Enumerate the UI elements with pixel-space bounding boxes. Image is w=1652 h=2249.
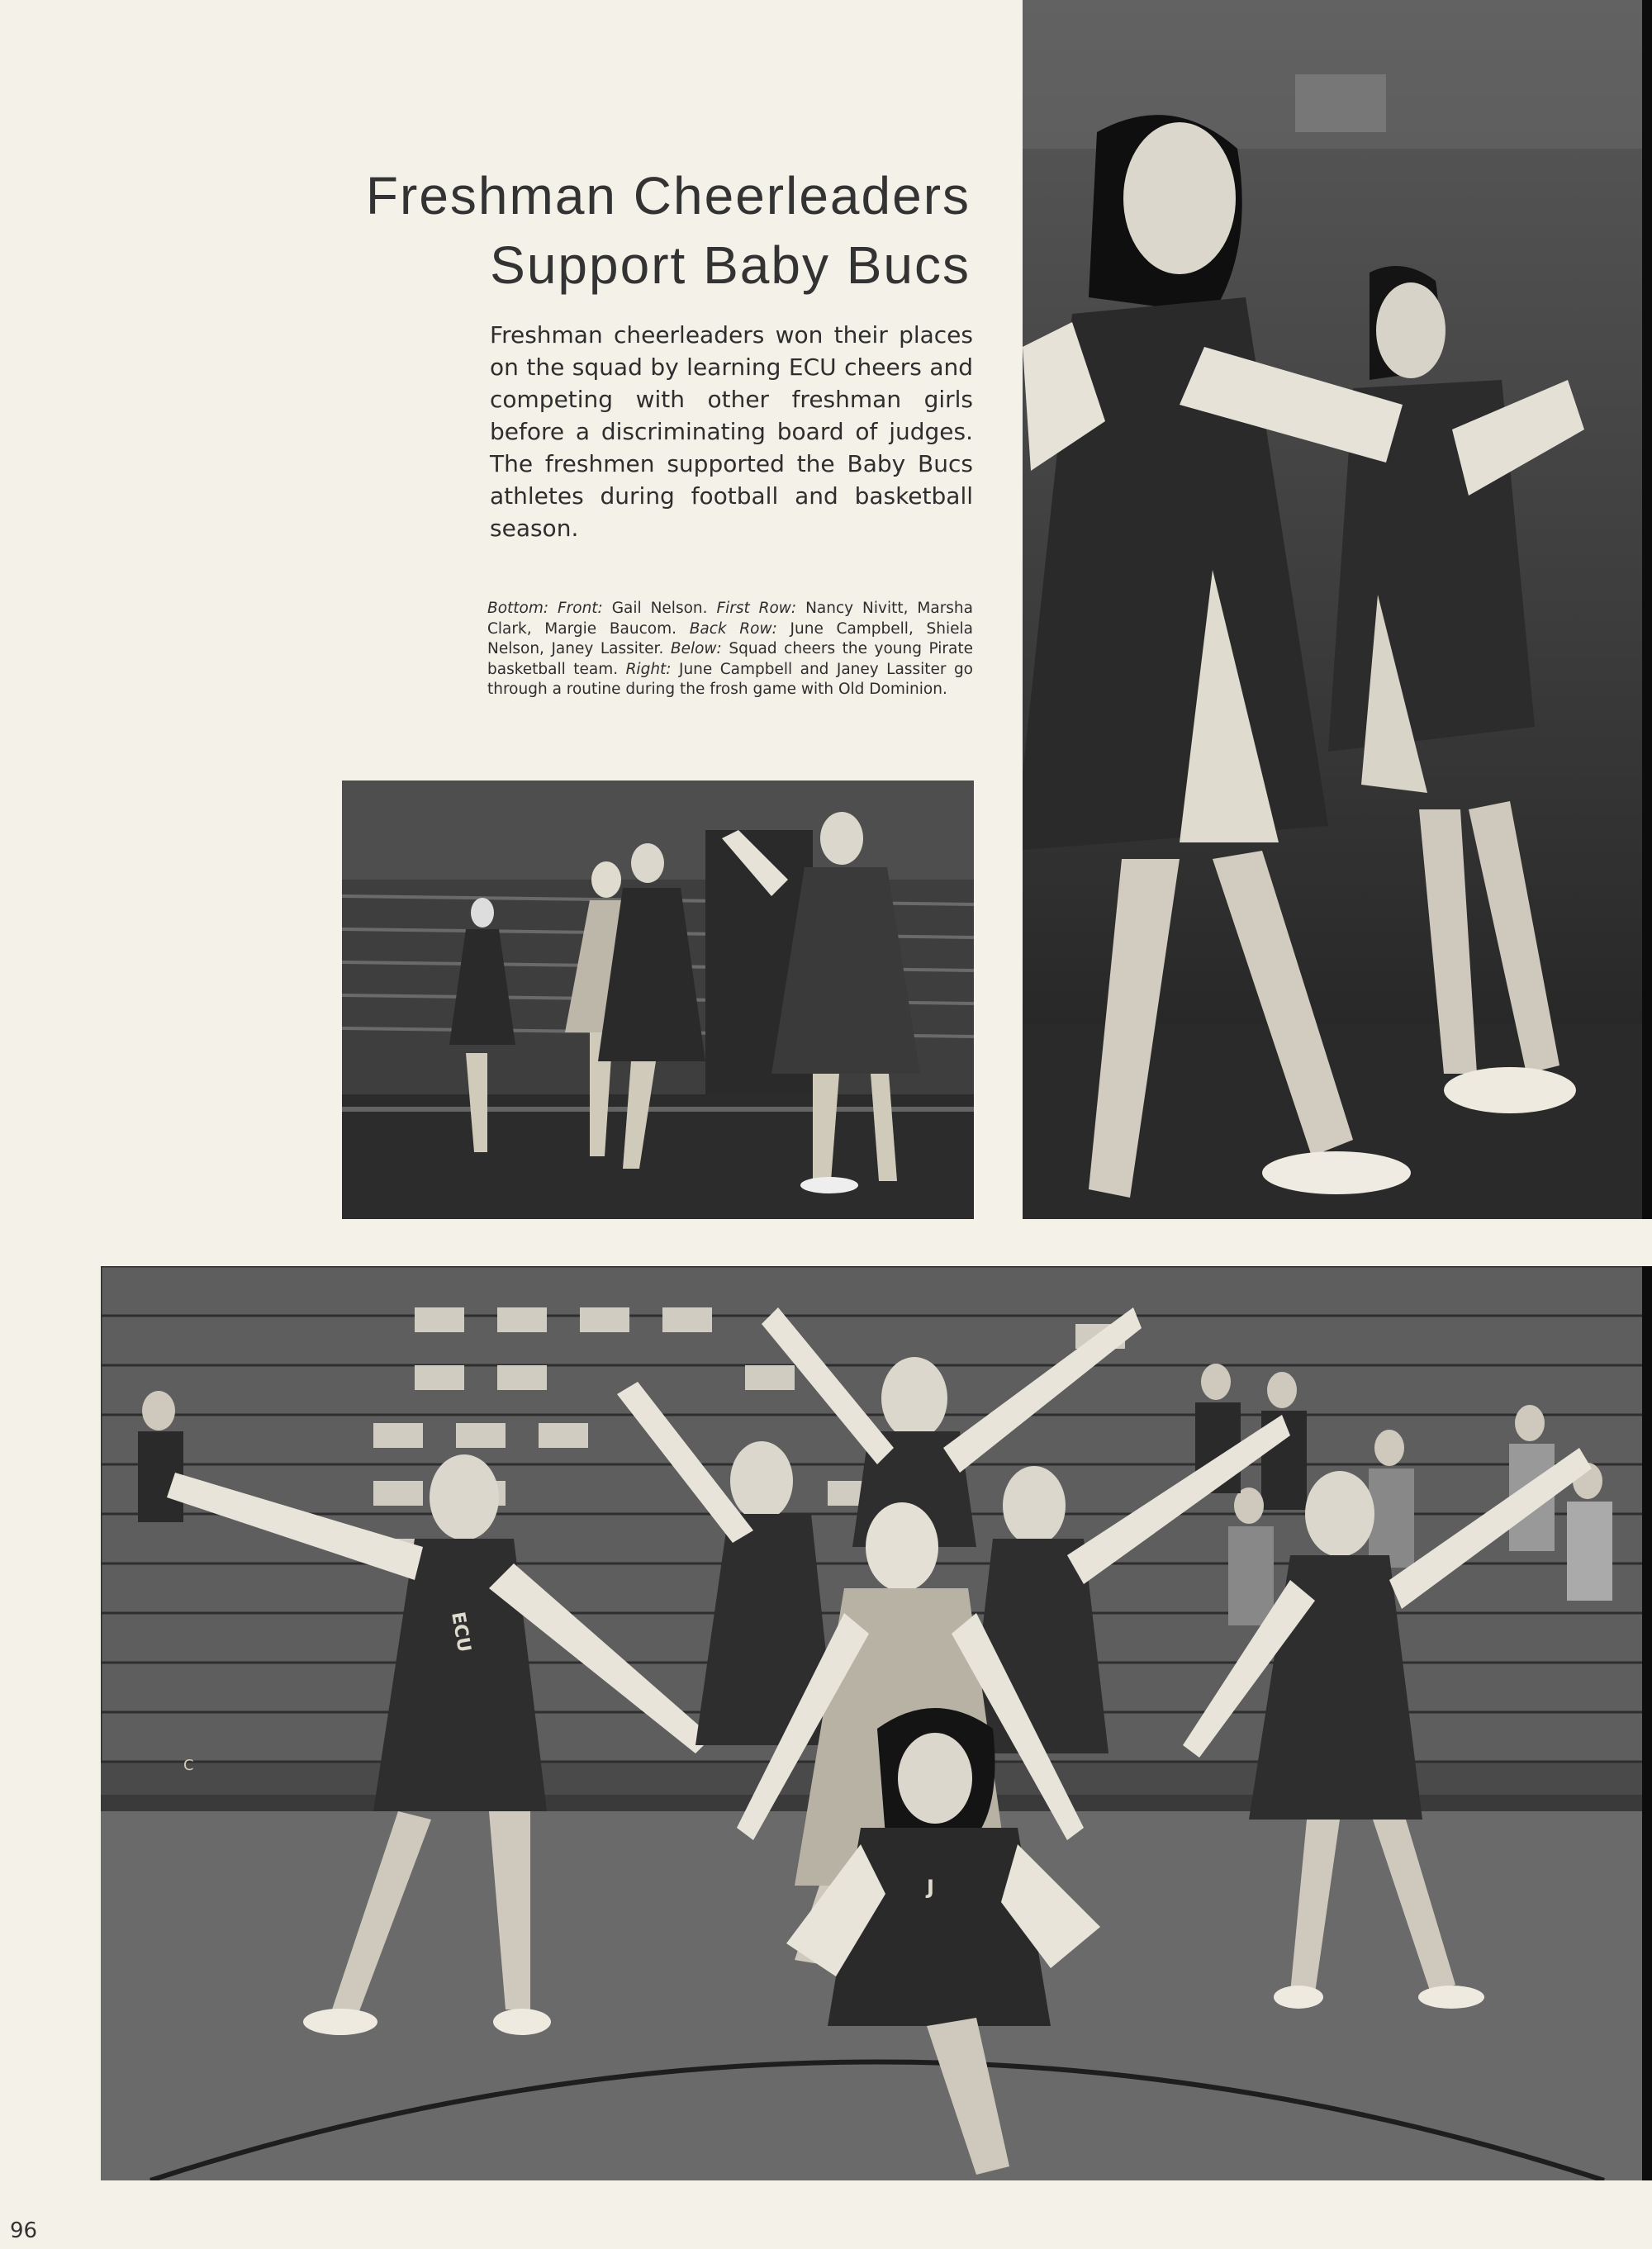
uniform-letter-j: J [927, 1876, 934, 1899]
photo-caption [487, 599, 973, 700]
caption-right-label: Right: [625, 660, 672, 678]
page-title [198, 161, 971, 300]
caption-below-label: Below: [670, 640, 722, 657]
article-body: Freshman cheerleaders won their places on the squad by learning ECU cheers and competing with other freshman girls before a discriminating board of judges. The freshmen supported the Baby Bucs athletes during football and basketball season. [490, 321, 973, 542]
uniform-letters-ecu: ECU [447, 1610, 475, 1654]
caption-back-row-names: June Campbell, Shiela Nelson, Janey Lassiter. [487, 619, 973, 657]
caption-bottom-label: Bottom: [487, 600, 549, 617]
title-line-2: Support Baby Bucs [490, 235, 971, 295]
photo-squad-cheering [342, 781, 974, 1219]
caption-below-text: Squad cheers the young Pirate basketball team. [487, 640, 973, 678]
caption-right-text: June Campbell and Janey Lassiter go through a routine during the frosh game with Old Dominion. [487, 660, 974, 698]
caption-front-label: Front: [558, 600, 603, 617]
page-number: 96 [10, 2218, 38, 2243]
caption-first-row-label: First Row: [716, 600, 797, 617]
photo-squad-pose [101, 1266, 1652, 2180]
photo-two-cheerleaders [1023, 0, 1652, 1219]
title-line-1: Freshman Cheerleaders [365, 166, 971, 225]
caption-front-names: Gail Nelson. [611, 600, 708, 617]
caption-first-row-names: Nancy Nivitt, Marsha Clark, Margie Baucom. [487, 600, 973, 638]
caption-back-row-label: Back Row: [689, 619, 777, 638]
row-label-c: C [183, 1757, 194, 1774]
